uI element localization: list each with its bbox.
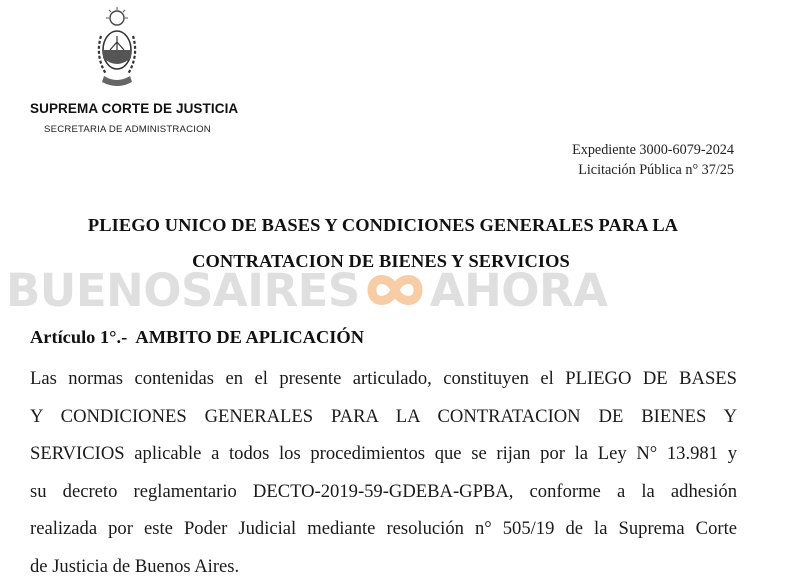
infinity-logo-icon — [362, 270, 428, 310]
reference-block — [572, 140, 734, 180]
organization-name: SUPREMA CORTE DE JUSTICIA — [30, 101, 239, 116]
article-line: SERVICIOS aplicable a todos los procedimientos que se rijan por la Ley N° 13.981 y — [30, 443, 737, 465]
article-line: realizada por este Poder Judicial mediante resolución n° 505/19 de la Suprema Corte — [30, 518, 737, 540]
coat-of-arms-icon — [92, 6, 142, 90]
article-line: su decreto reglamentario DECTO-2019-59-GDEBA-GPBA, conforme a la adhesión — [30, 480, 737, 502]
article-heading: Artículo 1°.- AMBITO DE APLICACIÓN — [30, 327, 364, 347]
document-title-line-1: PLIEGO UNICO DE BASES Y CONDICIONES GENERALES PARA LA — [87, 215, 679, 235]
watermark-text-left: BUENOSAIRES — [6, 263, 360, 317]
document-title-line-2: CONTRATACION DE BIENES Y SERVICIOS — [192, 251, 570, 271]
licitacion-number: Licitación Pública n° 37/25 — [578, 162, 734, 178]
watermark — [0, 262, 800, 318]
watermark-text-right: AHORA — [429, 263, 608, 317]
organization-subtitle: SECRETARIA DE ADMINISTRACION — [44, 124, 211, 135]
article-line: de Justicia de Buenos Aires. — [30, 555, 240, 577]
article-line: Y CONDICIONES GENERALES PARA LA CONTRATACION DE BIENES Y — [30, 405, 737, 427]
expediente-number: Expediente 3000-6079-2024 — [572, 142, 734, 158]
article-body — [30, 360, 737, 586]
article-line: Las normas contenidas en el presente articulado, constituyen el PLIEGO DE BASES — [30, 368, 737, 389]
